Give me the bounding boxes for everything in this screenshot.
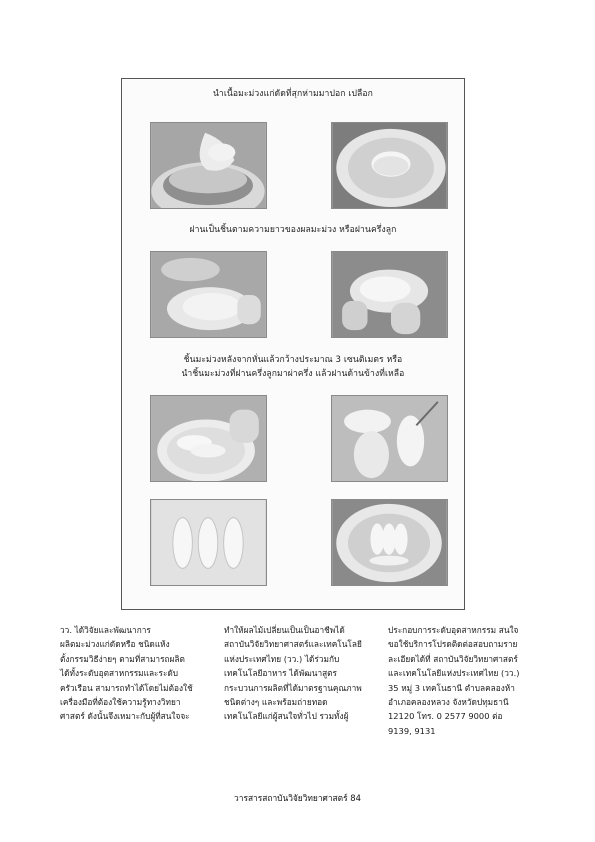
caption-step-peel: นำเนื้อมะม่วงแก่ดัดที่สุกห่ามมาปอก เปลือก [213,89,373,99]
caption-step-slice: ฝานเป็นชิ้นตามความยาวของผลมะม่วง หรือฝานครึ่งลูก [189,225,397,235]
photo-panel [121,78,465,610]
caption-step-cut-line1: ชิ้นมะม่วงหลังจากหั่นแล้วกว้างประมาณ 3 เซนติเมตร หรือ [183,355,403,365]
body-column-2: ทำให้ผลไม้เปลี่ยนเป็นเป็นอาชีพได้ สถาบันวิจัยวิทยาศาสตร์และเทคโนโลยี แห่งประเทศไทย (วว.) ได้ร่วมกับ เทคโนโลยีอาหาร ได้พัฒนาสูตร กระบวนการผลิตที่ได้มาตรฐานคุณภาพ ชนิดต่างๆ และพร้อมถ่ายทอด เทคโนโลยีแก่ผู้สนใจทั่วไป รวมทั้งผู้ [224,625,362,722]
body-column-3: ประกอบการระดับอุตสาหกรรม สนใจ ขอใช้บริการโปรดติดต่อสอบถามราย ละเอียดได้ที่ สถาบันวิจัยวิทยาศาสตร์ และเทคโนโลยีแห่งประเทศไทย (วว.) 35 หมู่ 3 เทคโนธานี ตำบลคลองห้า อำเภอคลองหลวง จังหวัดปทุมธานี 12120 โทร. 0 2577 9000 ต่อ 9139, 9131 [388,625,520,736]
photo-peeled-mango-on-plate [331,122,448,209]
page-footer: วารสารสถาบันวิจัยวิทยาศาสตร์ 84 [234,793,361,803]
body-column-1: วว. ได้วิจัยและพัฒนาการ ผลิตมะม่วงแก่ดัดหรือ ชนิดแห้ง ตั้งกรรมวิธีง่ายๆ ตามที่สามารถผลิต ได้ทั้งระดับอุตสาหกรรมและระดับ ครัวเรือน สามารถทำได้โดยไม่ต้องใช้ เครื่องมือที่ต้องใช้ความรู้ทางวิทยา ศาสตร์ ดังนั้นจึงเหมาะกับผู้ที่สนใจจะ [60,625,193,722]
photo-cutting-slices-on-plate [150,395,267,482]
photo-three-mango-strips [150,499,267,586]
photo-slicing-mango-lengthwise [150,251,267,338]
photo-knife-cutting-sides [331,395,448,482]
caption-step-cut-line2: นำชิ้นมะม่วงที่ฝานครึ่งลูกมาผ่าครึ่ง แล้วฝานด้านข้างที่เหลือ [181,369,405,379]
photo-peeling-mango [150,122,267,209]
photo-halving-mango [331,251,448,338]
photo-mango-slices-on-plate [331,499,448,586]
